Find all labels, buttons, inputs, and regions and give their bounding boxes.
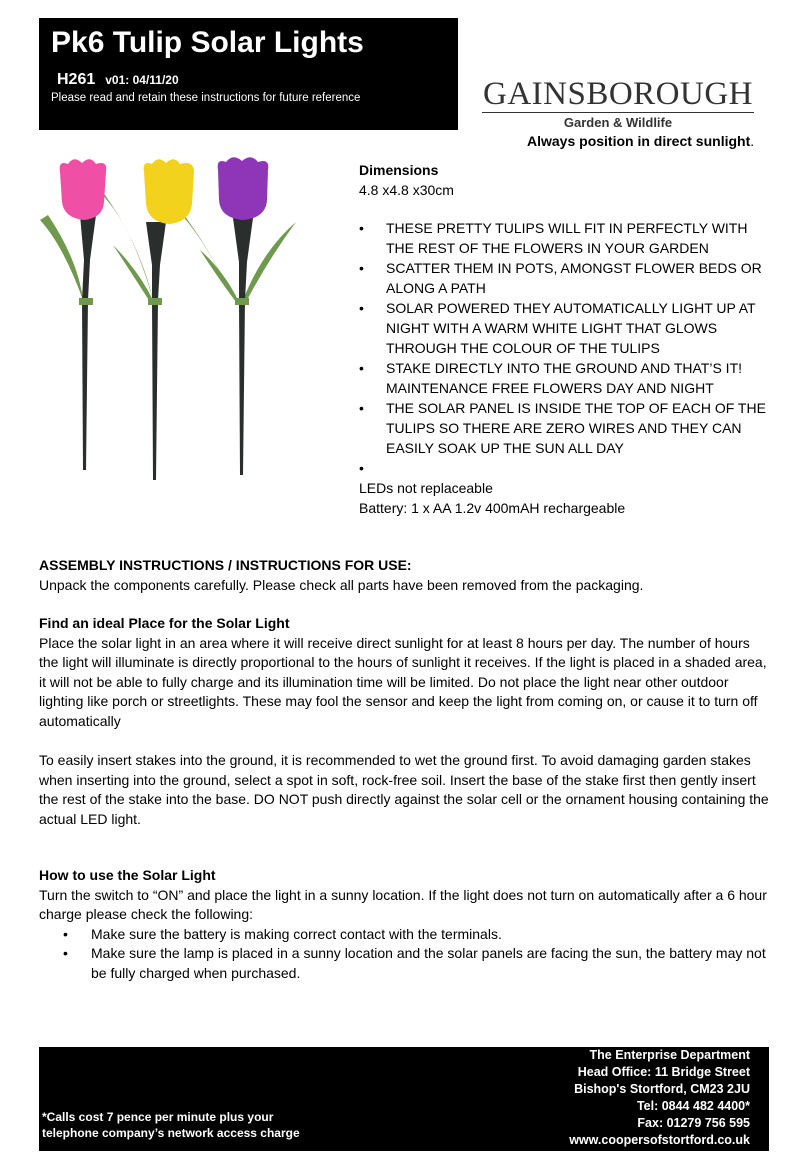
feature-text: THESE PRETTY TULIPS WILL FIT IN PERFECTLY WITH THE REST OF THE FLOWERS IN YOUR GARDEN [386, 220, 748, 256]
tulip-purple [218, 157, 269, 475]
battery-note: Battery: 1 x AA 1.2v 400mAH rechargeable [359, 500, 626, 516]
check-item [39, 944, 769, 983]
page-title: Pk6 Tulip Solar Lights [51, 26, 364, 59]
leaf-yellow-left [113, 245, 153, 302]
version-label: v01: 04/11/20 [105, 73, 179, 87]
feature-text: SOLAR POWERED THEY AUTOMATICALLY LIGHT UP AT NIGHT WITH A WARM WHITE LIGHT THAT GLOWS THROUGH THE COLOUR OF THE TULIPS [386, 300, 756, 356]
stem-purple [233, 218, 253, 475]
logo-wordmark: GAINSBOROUGH [482, 76, 754, 112]
feature-item [359, 358, 769, 398]
retain-note: Please read and retain these instructions for future reference [51, 92, 361, 104]
tulip-head-purple [218, 157, 269, 220]
feature-text: SCATTER THEM IN POTS, AMONGST FLOWER BEDS OR ALONG A PATH [386, 260, 762, 296]
place-text: Place the solar light in an area where it will receive direct sunlight for at least 8 hours per day. The number of hours the light will illuminate is directly proportional to the hours of sunlight it receives. If the light is placed in a shaded area, it will not be able to fully charge and its illumination time will be limited. Do not place the light near other outdoor lighting like porch or streetlights. These may fool the sensor and keep the light from coming on, or cause it to turn off automatically [39, 634, 767, 729]
tulip-yellow [144, 159, 194, 480]
stem-clip-purple [235, 298, 249, 305]
office-address: Head Office: 11 Bridge Street [577, 1065, 750, 1079]
bullet: • [359, 400, 364, 416]
tagline [527, 133, 754, 149]
dimensions-value: 4.8 x4.8 x30cm [359, 182, 454, 198]
stem-clip-yellow [148, 298, 162, 305]
product-code [57, 71, 179, 89]
logo-subtitle: Garden & Wildlife [563, 115, 673, 130]
bullet: • [63, 945, 68, 961]
tulip-head-pink [60, 159, 107, 220]
call-charges-note [42, 1109, 300, 1141]
header-banner [39, 18, 458, 130]
howto-text: Turn the switch to “ON” and place the light in a sunny location. If the light does not turn on automatically after a 6 hour charge please check the following: [39, 886, 767, 922]
leaf-purple-right [243, 222, 296, 302]
feature-list [359, 218, 769, 478]
feature-item [359, 398, 769, 458]
stem-yellow [146, 222, 166, 480]
logo-rule [482, 112, 754, 113]
feature-text: THE SOLAR PANEL IS INSIDE THE TOP OF EACH OF THE TULIPS SO THERE ARE ZERO WIRES AND THEY CAN EASILY SOAK UP THE SUN ALL DAY [386, 400, 766, 456]
dimensions-heading: Dimensions [359, 162, 439, 178]
check-text: Make sure the battery is making correct contact with the terminals. [91, 925, 502, 942]
leds-note: LEDs not replaceable [359, 480, 493, 496]
bullet: • [359, 260, 364, 276]
stakes-text: To easily insert stakes into the ground, it is recommended to wet the ground first. To avoid damaging garden stakes when inserting into the ground, select a spot in soft, rock-free soil. Insert the base of the stake first then gently insert the rest of the stake into the base. DO NOT push directly against the solar cell or the ornament housing containing the actual LED light. [39, 752, 769, 827]
footer-banner [39, 1047, 769, 1151]
feature-item [359, 218, 769, 258]
assembly-heading: ASSEMBLY INSTRUCTIONS / INSTRUCTIONS FOR USE: [39, 557, 412, 573]
tagline-dot: . [750, 133, 755, 149]
tulip-pink [60, 159, 107, 470]
leaf-left [40, 215, 83, 300]
fax: Fax: 01279 756 595 [637, 1116, 750, 1130]
brand-logo [478, 76, 758, 130]
contact-details [569, 1047, 750, 1149]
town-address: Bishop's Stortford, CM23 2JU [574, 1082, 750, 1096]
feature-item [359, 298, 769, 358]
check-text: Make sure the lamp is placed in a sunny location and the solar panels are facing the sun, the battery may not be fully charged when purchased. [91, 945, 766, 981]
bullet: • [359, 220, 364, 236]
feature-text: STAKE DIRECTLY INTO THE GROUND AND THAT’S IT! MAINTENANCE FREE FLOWERS DAY AND NIGHT [386, 360, 743, 396]
leaf-purple-left [200, 250, 238, 302]
stem-pink [80, 215, 96, 470]
feature-item [359, 258, 769, 298]
check-item [39, 925, 769, 945]
department-name: The Enterprise Department [589, 1048, 750, 1062]
bullet: • [359, 460, 364, 476]
tulip-head-yellow [144, 159, 194, 224]
bullet: • [359, 300, 364, 316]
call-charges-line-1: *Calls cost 7 pence per minute plus your [42, 1110, 274, 1124]
stem-clip-pink [79, 298, 93, 305]
stakes-section [39, 751, 769, 829]
call-charges-line-2: telephone company’s network access charge [42, 1126, 300, 1140]
howto-heading: How to use the Solar Light [39, 867, 216, 883]
place-section [39, 614, 769, 731]
website: www.coopersofstortford.co.uk [569, 1133, 750, 1147]
bullet: • [63, 925, 68, 942]
product-specs [359, 160, 769, 518]
assembly-text: Unpack the components carefully. Please check all parts have been removed from the packaging. [39, 576, 644, 593]
product-code-value: H261 [57, 71, 96, 88]
assembly-section [39, 556, 769, 595]
check-list [39, 925, 769, 984]
howto-section [39, 866, 769, 983]
tulip-lights-photo [38, 150, 310, 495]
place-heading: Find an ideal Place for the Solar Light [39, 615, 290, 631]
tagline-text: Always position in direct sunlight [527, 133, 751, 149]
telephone: Tel: 0844 482 4400* [636, 1099, 750, 1113]
bullet: • [359, 360, 364, 376]
feature-item-empty [359, 458, 769, 478]
